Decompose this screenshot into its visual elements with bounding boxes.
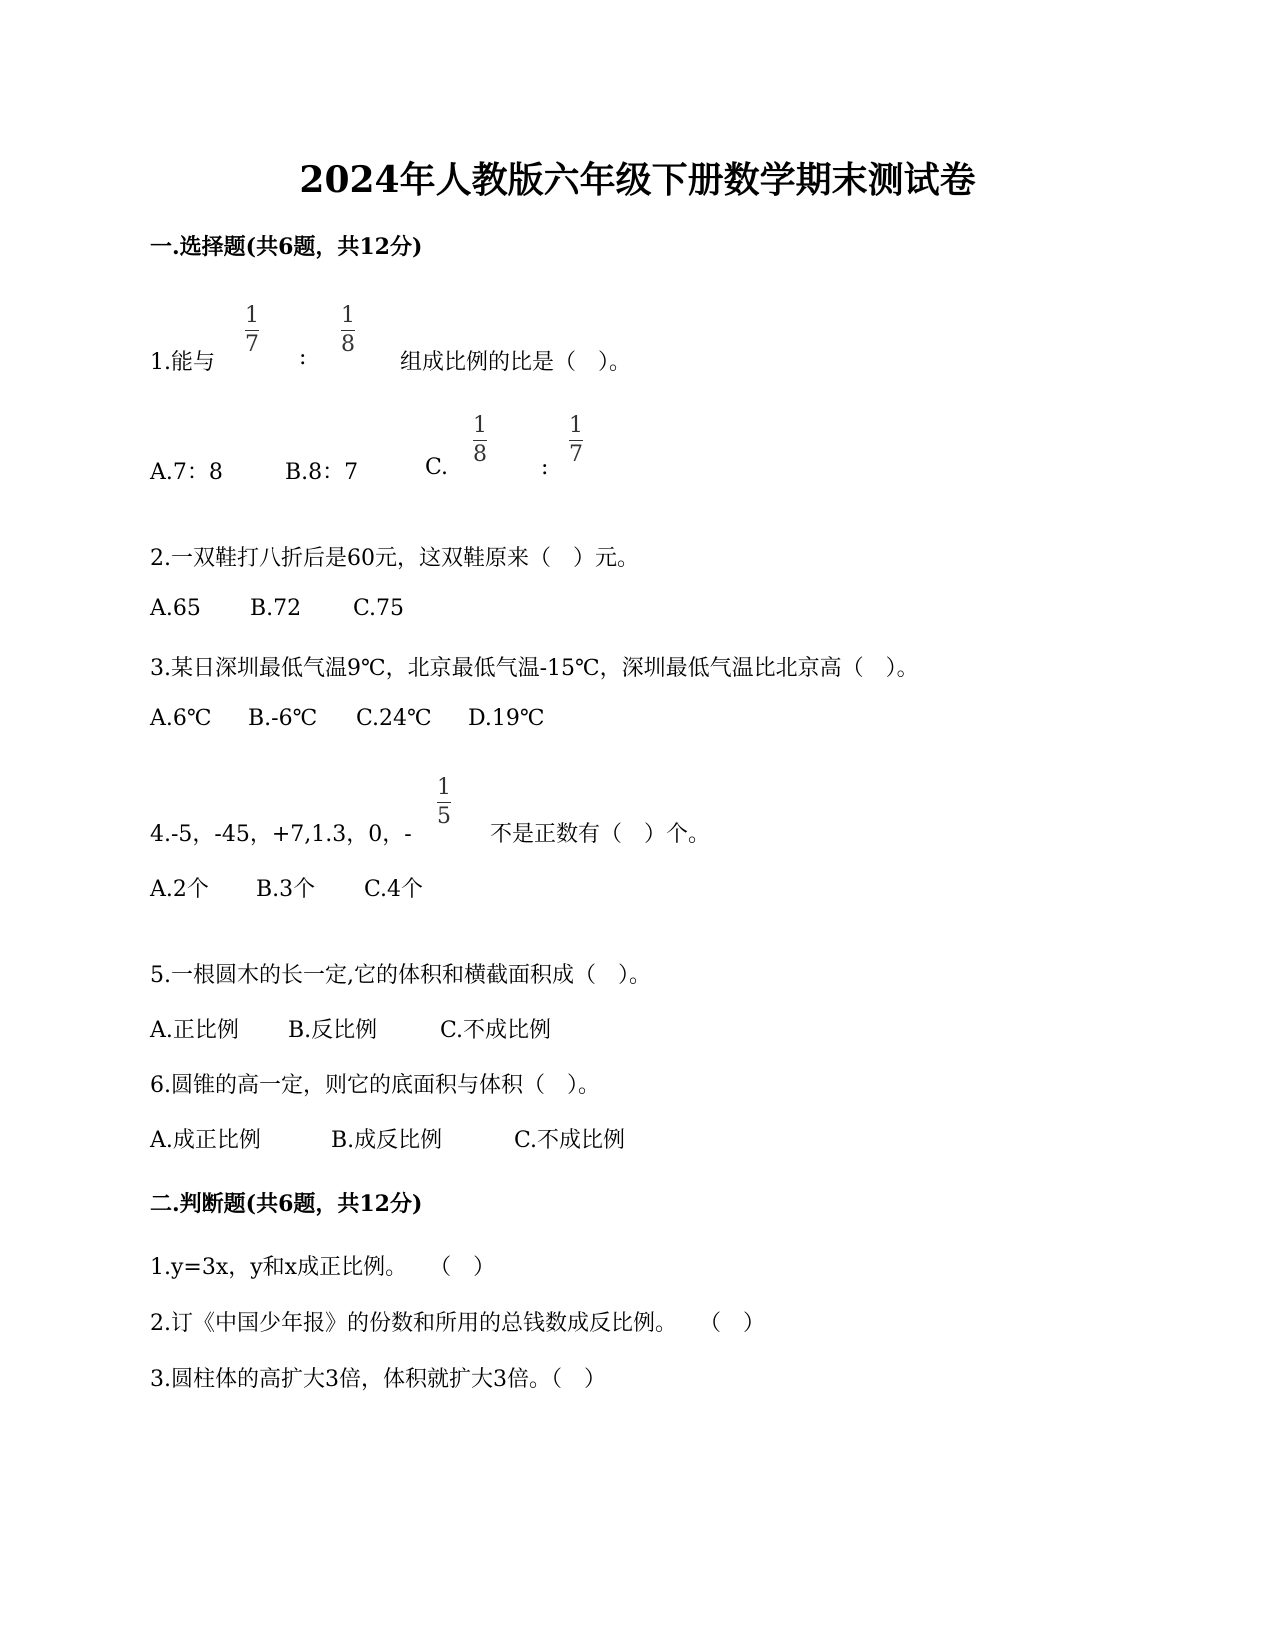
- q2-option-c: C.75: [353, 596, 405, 621]
- fraction-numerator: 1: [473, 413, 487, 438]
- section-heading-true-false: 二.判断题(共6题，共12分): [150, 1191, 423, 1217]
- q1-option-b: B.8：7: [285, 460, 359, 485]
- q6-option-c: C.不成比例: [514, 1128, 626, 1153]
- fraction-denominator: 7: [569, 442, 583, 467]
- q6-option-b: B.成反比例: [331, 1128, 443, 1153]
- fraction-numerator: 1: [569, 413, 583, 438]
- fraction-1-8: [473, 413, 487, 468]
- fraction-bar: [569, 440, 583, 441]
- fraction-1-5: [437, 775, 451, 830]
- question-6: 6.圆锥的高一定，则它的底面积与体积（ ）。: [150, 1073, 600, 1098]
- q1-option-a: A.7：8: [150, 460, 223, 485]
- fraction-bar: [245, 330, 259, 331]
- tf-item-2: 2.订《中国少年报》的份数和所用的总钱数成反比例。 （ ）: [150, 1311, 765, 1336]
- question-4-suffix: 不是正数有（ ）个。: [490, 822, 711, 847]
- q5-option-b: B.反比例: [288, 1018, 378, 1043]
- tf-item-1: 1.y=3x，y和x成正比例。 （ ）: [150, 1255, 496, 1280]
- q3-option-d: D.19℃: [468, 706, 545, 731]
- q3-option-b: B.-6℃: [248, 706, 318, 731]
- q1-option-c-colon: :: [541, 455, 549, 480]
- section-heading-choice: 一.选择题(共6题，共12分): [150, 234, 423, 260]
- fraction-bar: [437, 802, 451, 803]
- q4-option-c: C.4个: [364, 877, 424, 902]
- fraction-1-7: [245, 303, 259, 358]
- page-title: 2024年人教版六年级下册数学期末测试卷: [299, 159, 976, 201]
- q5-option-c: C.不成比例: [440, 1018, 552, 1043]
- fraction-numerator: 1: [437, 775, 451, 800]
- q2-option-a: A.65: [150, 596, 201, 621]
- question-5: 5.一根圆木的长一定,它的体积和横截面积成（ ）。: [150, 963, 651, 988]
- q4-option-b: B.3个: [256, 877, 316, 902]
- question-1-prefix: 1.能与: [150, 350, 215, 375]
- q2-option-b: B.72: [250, 596, 302, 621]
- fraction-bar: [341, 330, 355, 331]
- q4-option-a: A.2个: [150, 877, 209, 902]
- fraction-numerator: 1: [341, 303, 355, 328]
- fraction-numerator: 1: [245, 303, 259, 328]
- question-1-suffix: 组成比例的比是（ ）。: [400, 350, 632, 375]
- fraction-denominator: 5: [437, 804, 451, 829]
- q6-option-a: A.成正比例: [150, 1128, 261, 1153]
- question-3: 3.某日深圳最低气温9℃，北京最低气温-15℃，深圳最低气温比北京高（ ）。: [150, 656, 919, 681]
- q1-option-c: C.: [425, 455, 449, 480]
- q3-option-c: C.24℃: [356, 706, 432, 731]
- q5-option-a: A.正比例: [150, 1018, 239, 1043]
- question-1-colon: :: [299, 345, 307, 370]
- question-2: 2.一双鞋打八折后是60元，这双鞋原来（ ）元。: [150, 546, 639, 571]
- fraction-1-8: [341, 303, 355, 358]
- fraction-denominator: 8: [341, 332, 355, 357]
- question-4-prefix: 4.-5，-45，+7,1.3，0，-: [150, 822, 412, 847]
- fraction-1-7: [569, 413, 583, 468]
- tf-item-3: 3.圆柱体的高扩大3倍，体积就扩大3倍。（ ）: [150, 1367, 606, 1392]
- fraction-bar: [473, 440, 487, 441]
- q3-option-a: A.6℃: [150, 706, 212, 731]
- fraction-denominator: 7: [245, 332, 259, 357]
- fraction-denominator: 8: [473, 442, 487, 467]
